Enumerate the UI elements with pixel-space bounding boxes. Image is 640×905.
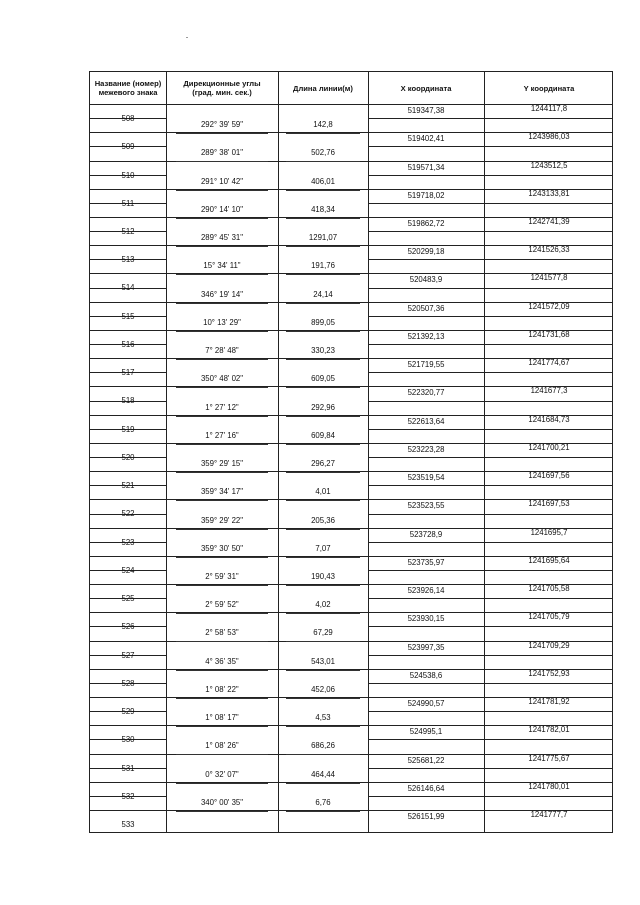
point-x: 519571,34 [407,162,445,172]
length-underline [286,783,360,784]
point-name: 513 [121,255,135,265]
row-rule [368,429,612,430]
point-y: 1241731,68 [528,329,570,339]
point-name: 514 [121,283,135,293]
segment-angle: 1° 08' 22" [205,684,239,694]
point-name: 528 [121,678,135,688]
segment-length: 24,14 [313,289,333,299]
point-name: 522 [121,509,135,519]
point-x: 524995,1 [409,727,443,737]
angle-underline [176,190,268,191]
segment-angle: 1° 27' 12" [205,402,239,412]
length-underline [286,161,360,162]
row-rule [368,118,612,119]
point-name: 520 [121,452,135,462]
length-underline [286,133,360,134]
row-rule [368,485,612,486]
segment-length: 4,53 [315,713,331,723]
point-x: 523523,55 [407,501,445,511]
length-underline [286,500,360,501]
point-y: 1241577,8 [530,273,568,283]
angle-underline [176,218,268,219]
length-underline [286,274,360,275]
point-x: 521719,55 [407,360,445,370]
point-name: 533 [121,820,135,829]
angle-underline [176,754,268,755]
row-rule [368,344,612,345]
angle-underline [176,472,268,473]
angle-underline [176,698,268,699]
point-x: 520299,18 [407,247,445,257]
segment-angle: 15° 34' 11" [203,261,241,271]
segment-angle: 1° 08' 26" [205,741,239,751]
length-underline [286,529,360,530]
segment-length: 330,23 [311,346,335,355]
segment-angle: 7° 28' 48" [205,346,239,355]
row-rule [368,570,612,571]
angle-underline [176,641,268,642]
length-underline [286,754,360,755]
length-underline [286,670,360,671]
point-y: 1241709,29 [528,640,570,650]
row-rule [368,739,612,740]
point-y: 1241572,09 [528,301,570,311]
segment-length: 1291,07 [308,233,338,243]
point-x: 523926,14 [407,586,445,596]
row-rule [368,626,612,627]
segment-angle: 4° 36' 35" [205,656,239,666]
point-name: 530 [121,735,135,745]
segment-angle: 290° 14' 10" [200,204,244,214]
row-rule [368,175,612,176]
point-x: 523735,97 [407,557,445,567]
point-x: 522320,77 [407,388,445,398]
scan-speck [186,37,188,38]
segment-angle: 291° 10' 42" [200,176,244,186]
segment-length: 142,8 [313,120,333,130]
segment-angle: 340° 00' 35" [200,797,244,807]
point-name: 521 [121,481,135,491]
point-y: 1241780,01 [528,781,570,791]
point-x: 522613,64 [407,416,445,426]
point-x: 523728,9 [409,529,443,539]
point-y: 1241774,67 [528,358,570,368]
angle-underline [176,161,268,162]
point-y: 1241526,33 [528,245,570,255]
point-x: 524990,57 [407,699,445,708]
point-y: 1241782,01 [528,725,570,735]
row-rule [368,146,612,147]
point-name: 525 [121,594,135,604]
segment-length: 609,84 [311,430,335,440]
row-rule [368,768,612,769]
point-name: 516 [121,339,135,349]
angle-underline [176,529,268,530]
point-x: 524538,6 [409,670,443,680]
point-x: 523997,35 [407,642,445,652]
point-x: 526151,99 [407,812,445,821]
length-underline [286,613,360,614]
point-x: 523519,54 [407,473,445,483]
point-y: 1242741,39 [528,217,570,226]
angle-underline [176,303,268,304]
length-underline [286,444,360,445]
point-y: 1241695,64 [528,555,570,565]
point-name: 518 [121,396,135,406]
row-rule [368,316,612,317]
point-name: 523 [121,537,135,547]
angle-underline [176,444,268,445]
segment-angle: 359° 30' 50" [200,543,244,553]
point-x: 519347,38 [407,106,445,115]
point-x: 521392,13 [407,331,445,341]
point-name: 510 [121,170,135,180]
header-angle: Дирекционные углы (град. мин. сек.) [183,79,261,97]
segment-length: 4,01 [315,487,331,497]
angle-underline [176,387,268,388]
row-rule [368,203,612,204]
length-underline [286,698,360,699]
segment-angle: 10° 13' 29" [203,317,241,327]
segment-length: 67,29 [313,628,333,638]
segment-length: 7,07 [315,543,331,553]
row-rule [368,401,612,402]
segment-length: 418,34 [311,204,335,214]
angle-underline [176,613,268,614]
row-rule [368,457,612,458]
segment-angle: 2° 59' 52" [205,600,239,610]
point-name: 532 [121,791,135,801]
segment-length: 609,05 [311,374,335,384]
point-y: 1244117,8 [530,104,568,113]
length-underline [286,303,360,304]
point-x: 526146,64 [407,783,445,793]
point-name: 527 [121,650,135,660]
point-name: 509 [121,142,135,152]
angle-underline [176,670,268,671]
length-underline [286,726,360,727]
point-x: 523223,28 [407,444,445,454]
segment-length: 6,76 [315,797,331,807]
point-y: 1241697,56 [528,471,570,481]
point-name: 531 [121,763,135,773]
coordinates-table [89,71,613,833]
length-underline [286,641,360,642]
row-rule [368,711,612,712]
point-y: 1241700,21 [528,442,570,452]
segment-length: 205,36 [311,515,335,525]
length-underline [286,811,360,812]
length-underline [286,190,360,191]
segment-length: 464,44 [311,769,335,779]
point-x: 520507,36 [407,303,445,313]
point-x: 519402,41 [407,134,445,144]
segment-length: 296,27 [311,459,335,468]
point-y: 1241695,7 [530,527,568,537]
point-name: 517 [121,368,135,378]
point-x: 520483,9 [409,275,443,285]
angle-underline [176,331,268,332]
point-y: 1243512,5 [530,160,568,170]
length-underline [286,416,360,417]
angle-underline [176,726,268,727]
point-name: 508 [121,114,135,123]
point-y: 1241781,92 [528,697,570,706]
angle-underline [176,133,268,134]
row-rule [368,288,612,289]
point-name: 526 [121,622,135,632]
segment-angle: 1° 27' 16" [205,430,239,440]
row-rule [368,514,612,515]
row-rule [368,259,612,260]
point-y: 1241775,67 [528,753,570,763]
row-rule [368,796,612,797]
angle-underline [176,500,268,501]
length-underline [286,557,360,558]
point-y: 1241697,53 [528,499,570,509]
point-name: 511 [121,198,135,208]
header-name: Название (номер) межевого знака [94,79,162,97]
header-x: X координата [400,83,452,93]
segment-angle: 359° 29' 22" [200,515,244,525]
point-y: 1241705,58 [528,584,570,594]
angle-underline [176,274,268,275]
segment-angle: 292° 39' 59" [200,120,244,130]
row-rule [368,598,612,599]
length-underline [286,218,360,219]
point-y: 1241752,93 [528,668,570,678]
angle-underline [176,246,268,247]
segment-length: 4,02 [315,600,331,610]
length-underline [286,585,360,586]
point-name: 524 [121,565,135,575]
segment-angle: 289° 38' 01" [200,148,244,158]
row-rule [368,231,612,232]
row-rule [368,372,612,373]
row-rule [368,542,612,543]
segment-length: 452,06 [311,684,335,694]
point-x: 523930,15 [407,614,445,624]
header-length: Длина линии(м) [293,83,353,93]
angle-underline [176,359,268,360]
point-x: 519862,72 [407,219,445,228]
length-underline [286,331,360,332]
point-name: 529 [121,707,135,716]
point-y: 1241677,3 [530,386,568,396]
point-name: 519 [121,424,135,434]
point-name: 512 [121,227,135,236]
segment-length: 502,76 [311,148,335,158]
angle-underline [176,783,268,784]
segment-angle: 1° 08' 17" [205,713,239,723]
angle-underline [176,557,268,558]
point-name: 515 [121,311,135,321]
segment-angle: 359° 29' 15" [200,459,244,468]
segment-length: 543,01 [311,656,335,666]
segment-length: 292,96 [311,402,335,412]
angle-underline [176,811,268,812]
row-rule [368,655,612,656]
length-underline [286,387,360,388]
segment-angle: 289° 45' 31" [200,233,244,243]
segment-length: 191,76 [311,261,335,271]
segment-angle: 350° 48' 02" [200,374,244,384]
length-underline [286,246,360,247]
point-y: 1241705,79 [528,612,570,622]
row-rule [368,683,612,684]
angle-underline [176,416,268,417]
length-underline [286,359,360,360]
header-y: Y координата [523,83,575,93]
segment-angle: 346° 19' 14" [200,289,244,299]
point-y: 1243133,81 [528,188,570,198]
segment-length: 899,05 [311,317,335,327]
point-x: 519718,02 [407,190,445,200]
segment-angle: 0° 32' 07" [205,769,239,779]
segment-angle: 359° 34' 17" [200,487,244,497]
point-y: 1241684,73 [528,414,570,424]
length-underline [286,472,360,473]
segment-length: 406,01 [311,176,335,186]
point-x: 525681,22 [407,755,445,765]
point-y: 1241777,7 [530,810,568,819]
segment-length: 190,43 [311,572,335,581]
point-y: 1243986,03 [528,132,570,142]
segment-angle: 2° 58' 53" [205,628,239,638]
angle-underline [176,585,268,586]
segment-length: 686,26 [311,741,335,751]
segment-angle: 2° 59' 31" [205,572,239,581]
